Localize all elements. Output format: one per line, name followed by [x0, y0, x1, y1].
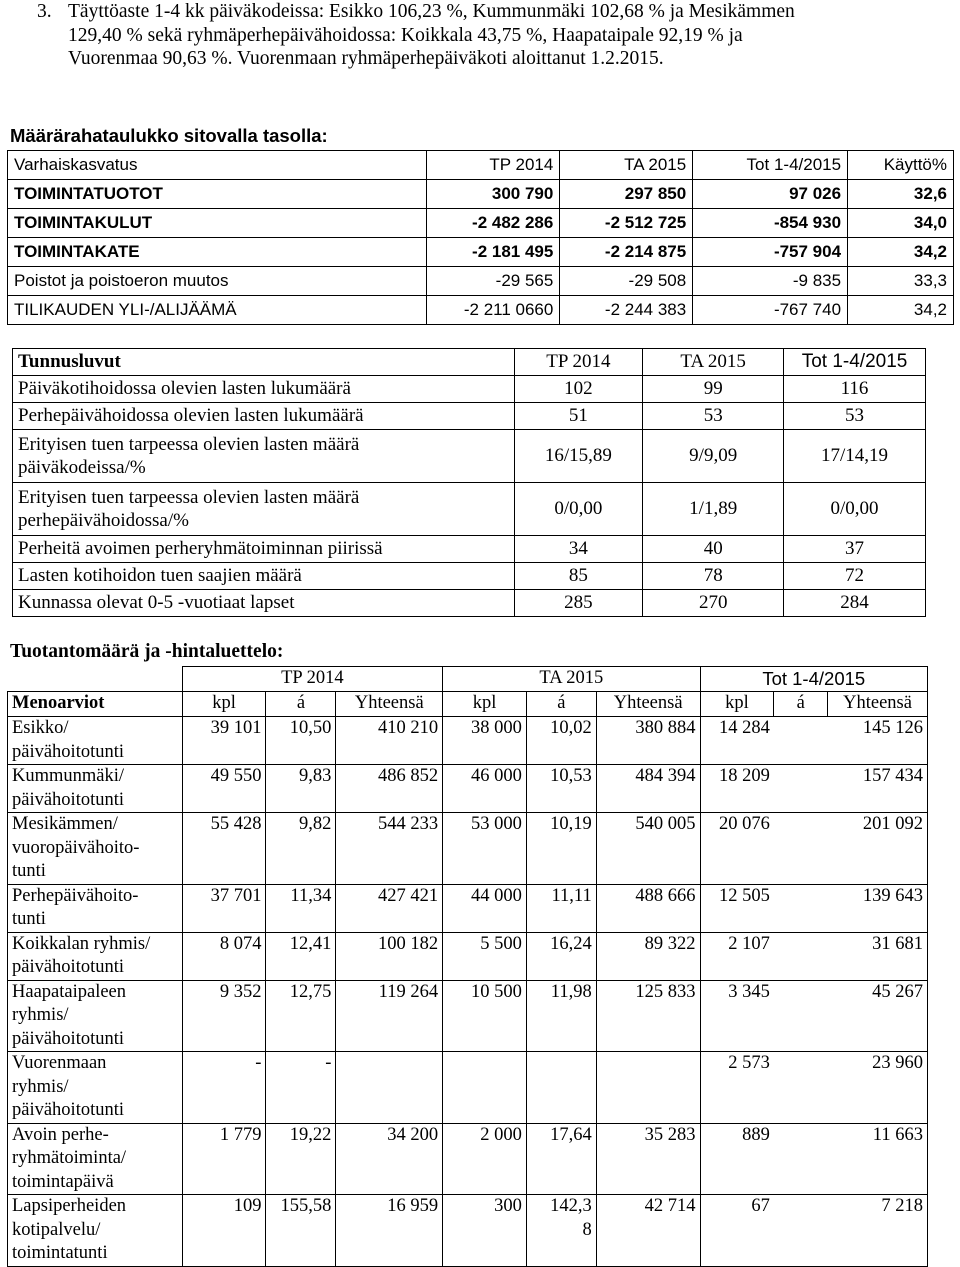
- table-row: [8, 980, 928, 1052]
- value-cell: 34,2: [848, 296, 954, 325]
- value-cell: 10,50: [266, 717, 336, 765]
- value-cell: 34: [514, 536, 643, 563]
- value-cell: -2 211 0660: [427, 296, 560, 325]
- value-cell: 78: [643, 563, 784, 590]
- value-cell: 17/14,19: [784, 430, 926, 483]
- header-cell: TA 2015: [560, 151, 693, 180]
- table-row: [8, 884, 928, 932]
- label-line: päivähoitotunti: [12, 789, 125, 810]
- value-cell: 297 850: [560, 180, 693, 209]
- table-header-row: [8, 151, 954, 180]
- row-label: [13, 563, 515, 590]
- value-cell: 19,22: [266, 1123, 336, 1195]
- row-label: TOIMINTATUOTOT: [8, 180, 427, 209]
- table-row: [13, 376, 926, 403]
- value-cell: 125 833: [596, 980, 700, 1052]
- value-cell: [774, 884, 828, 932]
- label-line: tunti: [12, 909, 46, 929]
- value-cell: 300: [443, 1195, 527, 1267]
- intro-line: Täyttöaste 1-4 kk päiväkodeissa: Esikko 106,23 %, Kummunmäki 102,68 % ja Mesikämmen: [68, 1, 795, 22]
- value-cell: 11,34: [266, 884, 336, 932]
- list-number: 3.: [37, 1, 52, 22]
- value-cell: 10 500: [443, 980, 527, 1052]
- value-cell: 85: [514, 563, 643, 590]
- value-cell: 285: [514, 590, 643, 617]
- value-cell: 23 960: [828, 1052, 928, 1124]
- value-cell: 5 500: [443, 932, 527, 980]
- value-cell: 486 852: [336, 765, 443, 813]
- table-row: [8, 765, 928, 813]
- value-cell: 488 666: [596, 884, 700, 932]
- row-label: TOIMINTAKATE: [8, 238, 427, 267]
- sub-header-cell: á: [526, 692, 596, 717]
- value-cell: 142,3 8: [526, 1195, 596, 1267]
- table-row: [8, 1123, 928, 1195]
- value-cell: 37: [784, 536, 926, 563]
- value-cell: 139 643: [828, 884, 928, 932]
- value-cell: 3 345: [700, 980, 774, 1052]
- value-cell: 10,53: [526, 765, 596, 813]
- value-cell: 55 428: [182, 813, 266, 885]
- header-cell: Tot 1-4/2015: [784, 349, 926, 376]
- table-header-row: [13, 349, 926, 376]
- value-cell: 2 573: [700, 1052, 774, 1124]
- table-row: [13, 483, 926, 536]
- label-line: Perhepäivähoito-: [12, 885, 139, 906]
- row-label: [13, 403, 515, 430]
- label-line: tunti: [12, 861, 46, 881]
- value-cell: 1 779: [182, 1123, 266, 1195]
- value-cell: 145 126: [828, 717, 928, 765]
- group-header: TA 2015: [443, 667, 700, 692]
- value-cell: 31 681: [828, 932, 928, 980]
- group-header: Tot 1-4/2015: [700, 667, 927, 692]
- value-cell: 18 209: [700, 765, 774, 813]
- table-row: [8, 932, 928, 980]
- value-cell: 67: [700, 1195, 774, 1267]
- label-line: Avoin perhe-: [12, 1124, 109, 1145]
- value-cell: [774, 1052, 828, 1124]
- table-row: [8, 1052, 928, 1124]
- value-cell: 45 267: [828, 980, 928, 1052]
- value-cell: 14 284: [700, 717, 774, 765]
- sub-header-cell: Yhteensä: [336, 692, 443, 717]
- label-line: Perheitä avoimen perheryhmätoiminnan piirissä: [18, 538, 383, 559]
- value-cell: 89 322: [596, 932, 700, 980]
- value-cell: [774, 980, 828, 1052]
- value-cell: 7 218: [828, 1195, 928, 1267]
- label-line: Lasten kotihoidon tuen saajien määrä: [18, 565, 302, 586]
- value-cell: 34,0: [848, 209, 954, 238]
- table-row: [8, 813, 928, 885]
- value-cell: 12,75: [266, 980, 336, 1052]
- value-cell: 9,82: [266, 813, 336, 885]
- sub-header-row: [8, 692, 928, 717]
- row-label: [8, 884, 183, 932]
- value-cell: 10,02: [526, 717, 596, 765]
- value-cell: 40: [643, 536, 784, 563]
- label-line: ryhmätoiminta/: [12, 1148, 127, 1168]
- label-line: päivähoitotunti: [12, 957, 125, 977]
- value-cell: 16/15,89: [514, 430, 643, 483]
- value-cell: 889: [700, 1123, 774, 1195]
- value-cell: 116: [784, 376, 926, 403]
- value-cell: 540 005: [596, 813, 700, 885]
- appropriation-table: [7, 150, 954, 325]
- label-line: Haapataipaleen: [12, 981, 127, 1002]
- value-cell: -29 565: [427, 267, 560, 296]
- value-cell: 410 210: [336, 717, 443, 765]
- value-cell: 12,41: [266, 932, 336, 980]
- row-label: [8, 932, 183, 980]
- table-row: [8, 1195, 928, 1267]
- row-label: [8, 1052, 183, 1124]
- row-label: [13, 536, 515, 563]
- value-cell: -757 904: [693, 238, 848, 267]
- value-cell: 9/9,09: [643, 430, 784, 483]
- label-line: Mesikämmen/: [12, 814, 118, 834]
- row-label: [13, 430, 515, 483]
- value-cell: 109: [182, 1195, 266, 1267]
- sub-header-cell: Yhteensä: [828, 692, 928, 717]
- value-cell: 2 000: [443, 1123, 527, 1195]
- value-cell: 0/0,00: [784, 483, 926, 536]
- value-cell: -2 244 383: [560, 296, 693, 325]
- label-line: ryhmis/: [12, 1005, 69, 1025]
- value-cell: 39 101: [182, 717, 266, 765]
- header-cell: TA 2015: [643, 349, 784, 376]
- sub-header-cell: kpl: [700, 692, 774, 717]
- value-cell: 9 352: [182, 980, 266, 1052]
- header-cell: TP 2014: [514, 349, 643, 376]
- value-cell: 11,98: [526, 980, 596, 1052]
- value-cell: 97 026: [693, 180, 848, 209]
- header-cell: TP 2014: [427, 151, 560, 180]
- row-label: TILIKAUDEN YLI-/ALIJÄÄMÄ: [8, 296, 427, 325]
- table-row: [13, 536, 926, 563]
- value-cell: 12 505: [700, 884, 774, 932]
- production-price-table: [7, 666, 928, 1267]
- value-cell: -2 214 875: [560, 238, 693, 267]
- value-cell: 300 790: [427, 180, 560, 209]
- label-line: päivähoitotunti: [12, 1028, 125, 1049]
- value-cell: [443, 1052, 527, 1124]
- table-row: [8, 238, 954, 267]
- table-row: [8, 267, 954, 296]
- row-label: [8, 1195, 183, 1267]
- value-cell: 10,19: [526, 813, 596, 885]
- value-cell: 427 421: [336, 884, 443, 932]
- label-line: Koikkalan ryhmis/: [12, 933, 151, 954]
- value-cell: 0/0,00: [514, 483, 643, 536]
- value-cell: 119 264: [336, 980, 443, 1052]
- value-cell: [336, 1052, 443, 1124]
- value-cell: 33,3: [848, 267, 954, 296]
- header-cell: Tot 1-4/2015: [693, 151, 848, 180]
- sub-header-cell: kpl: [182, 692, 266, 717]
- value-cell: 35 283: [596, 1123, 700, 1195]
- value-cell: 16,24: [526, 932, 596, 980]
- value-cell: 20 076: [700, 813, 774, 885]
- label-line: toimintapäivä: [12, 1171, 114, 1192]
- value-cell: 16 959: [336, 1195, 443, 1267]
- value-cell: 2 107: [700, 932, 774, 980]
- value-cell: 201 092: [828, 813, 928, 885]
- label-line: Esikko/: [12, 718, 69, 738]
- row-label: [8, 1123, 183, 1195]
- value-cell: -2 482 286: [427, 209, 560, 238]
- label-line: Kummunmäki/: [12, 766, 125, 786]
- sub-header-cell: á: [774, 692, 828, 717]
- value-cell: 155,58: [266, 1195, 336, 1267]
- label-line: päivähoitotunti: [12, 1100, 125, 1120]
- row-label: Poistot ja poistoeron muutos: [8, 267, 427, 296]
- intro-line: 129,40 % sekä ryhmäperhepäivähoidossa: Koikkala 43,75 %, Haapataipale 92,19 % ja: [68, 24, 743, 46]
- value-cell: [774, 1195, 828, 1267]
- row-label: [13, 376, 515, 403]
- value-cell: 8 074: [182, 932, 266, 980]
- sub-header-cell: kpl: [443, 692, 527, 717]
- empty-cell: [8, 667, 183, 692]
- value-cell: -: [266, 1052, 336, 1124]
- group-header: TP 2014: [182, 667, 442, 692]
- header-cell: Käyttö%: [848, 151, 954, 180]
- value-cell: 42 714: [596, 1195, 700, 1267]
- value-cell: [774, 765, 828, 813]
- label-line: perhepäivähoidossa/%: [18, 510, 189, 531]
- label-line: Päiväkotihoidossa olevien lasten lukumäärä: [18, 378, 351, 399]
- value-cell: 49 550: [182, 765, 266, 813]
- value-cell: 34,2: [848, 238, 954, 267]
- value-cell: [774, 1123, 828, 1195]
- row-label: TOIMINTAKULUT: [8, 209, 427, 238]
- value-cell: 53: [643, 403, 784, 430]
- key-figures-table: [12, 348, 926, 617]
- value-cell: [596, 1052, 700, 1124]
- row-label: [8, 717, 183, 765]
- value-cell: 37 701: [182, 884, 266, 932]
- value-cell: -2 512 725: [560, 209, 693, 238]
- row-label: [8, 765, 183, 813]
- label-line: toimintatunti: [12, 1243, 108, 1263]
- production-price-table-title: Tuotantomäärä ja -hintaluettelo:: [10, 641, 284, 662]
- value-cell: 44 000: [443, 884, 527, 932]
- value-cell: [774, 717, 828, 765]
- label-line: Perhepäivähoidossa olevien lasten lukumäärä: [18, 405, 364, 426]
- value-cell: 484 394: [596, 765, 700, 813]
- label-line: Vuorenmaan: [12, 1053, 107, 1073]
- table-row: [8, 209, 954, 238]
- row-label: [8, 813, 183, 885]
- table-row: [13, 430, 926, 483]
- table-row: [8, 296, 954, 325]
- value-cell: -854 930: [693, 209, 848, 238]
- value-cell: 11 663: [828, 1123, 928, 1195]
- value-cell: 51: [514, 403, 643, 430]
- value-cell: 157 434: [828, 765, 928, 813]
- label-line: Erityisen tuen tarpeessa olevien lasten määrä: [18, 487, 360, 508]
- label-line: päivähoitotunti: [12, 741, 125, 762]
- value-cell: 34 200: [336, 1123, 443, 1195]
- label-line: ryhmis/: [12, 1076, 69, 1097]
- value-cell: 1/1,89: [643, 483, 784, 536]
- value-cell: [774, 813, 828, 885]
- value-cell: 46 000: [443, 765, 527, 813]
- label-line: Lapsiperheiden: [12, 1196, 127, 1216]
- value-cell: -9 835: [693, 267, 848, 296]
- sub-header-cell: á: [266, 692, 336, 717]
- value-cell: 53: [784, 403, 926, 430]
- value-cell: 11,11: [526, 884, 596, 932]
- row-label: [8, 980, 183, 1052]
- value-cell: 17,64: [526, 1123, 596, 1195]
- value-cell: 544 233: [336, 813, 443, 885]
- row-label: [13, 590, 515, 617]
- table-row: [13, 403, 926, 430]
- sub-header-cell: Yhteensä: [596, 692, 700, 717]
- sub-header-cell: Menoarviot: [8, 692, 183, 717]
- group-header-row: [8, 667, 928, 692]
- label-line: Erityisen tuen tarpeessa olevien lasten määrä: [18, 434, 360, 455]
- value-cell: 102: [514, 376, 643, 403]
- header-cell: Varhaiskasvatus: [8, 151, 427, 180]
- label-line: Kunnassa olevat 0-5 -vuotiaat lapset: [18, 592, 295, 613]
- value-cell: 72: [784, 563, 926, 590]
- value-cell: 270: [643, 590, 784, 617]
- row-label: [13, 483, 515, 536]
- table-row: [13, 563, 926, 590]
- value-cell: -767 740: [693, 296, 848, 325]
- value-cell: -: [182, 1052, 266, 1124]
- label-line: vuoropäivähoito-: [12, 837, 140, 858]
- table-row: [8, 717, 928, 765]
- value-cell: 99: [643, 376, 784, 403]
- value-cell: 100 182: [336, 932, 443, 980]
- intro-line: Vuorenmaa 90,63 %. Vuorenmaan ryhmäperhepäiväkoti aloittanut 1.2.2015.: [68, 48, 664, 69]
- label-line: kotipalvelu/: [12, 1219, 101, 1240]
- value-cell: [774, 932, 828, 980]
- appropriation-table-title: Määrärahataulukko sitovalla tasolla:: [10, 125, 328, 146]
- table-row: [8, 180, 954, 209]
- value-cell: [526, 1052, 596, 1124]
- value-cell: -2 181 495: [427, 238, 560, 267]
- label-line: päiväkodeissa/%: [18, 457, 146, 478]
- value-cell: 9,83: [266, 765, 336, 813]
- value-cell: 53 000: [443, 813, 527, 885]
- value-cell: -29 508: [560, 267, 693, 296]
- header-cell: Tunnusluvut: [13, 349, 515, 376]
- value-cell: 284: [784, 590, 926, 617]
- value-cell: 380 884: [596, 717, 700, 765]
- table-row: [13, 590, 926, 617]
- value-cell: 38 000: [443, 717, 527, 765]
- value-cell: 32,6: [848, 180, 954, 209]
